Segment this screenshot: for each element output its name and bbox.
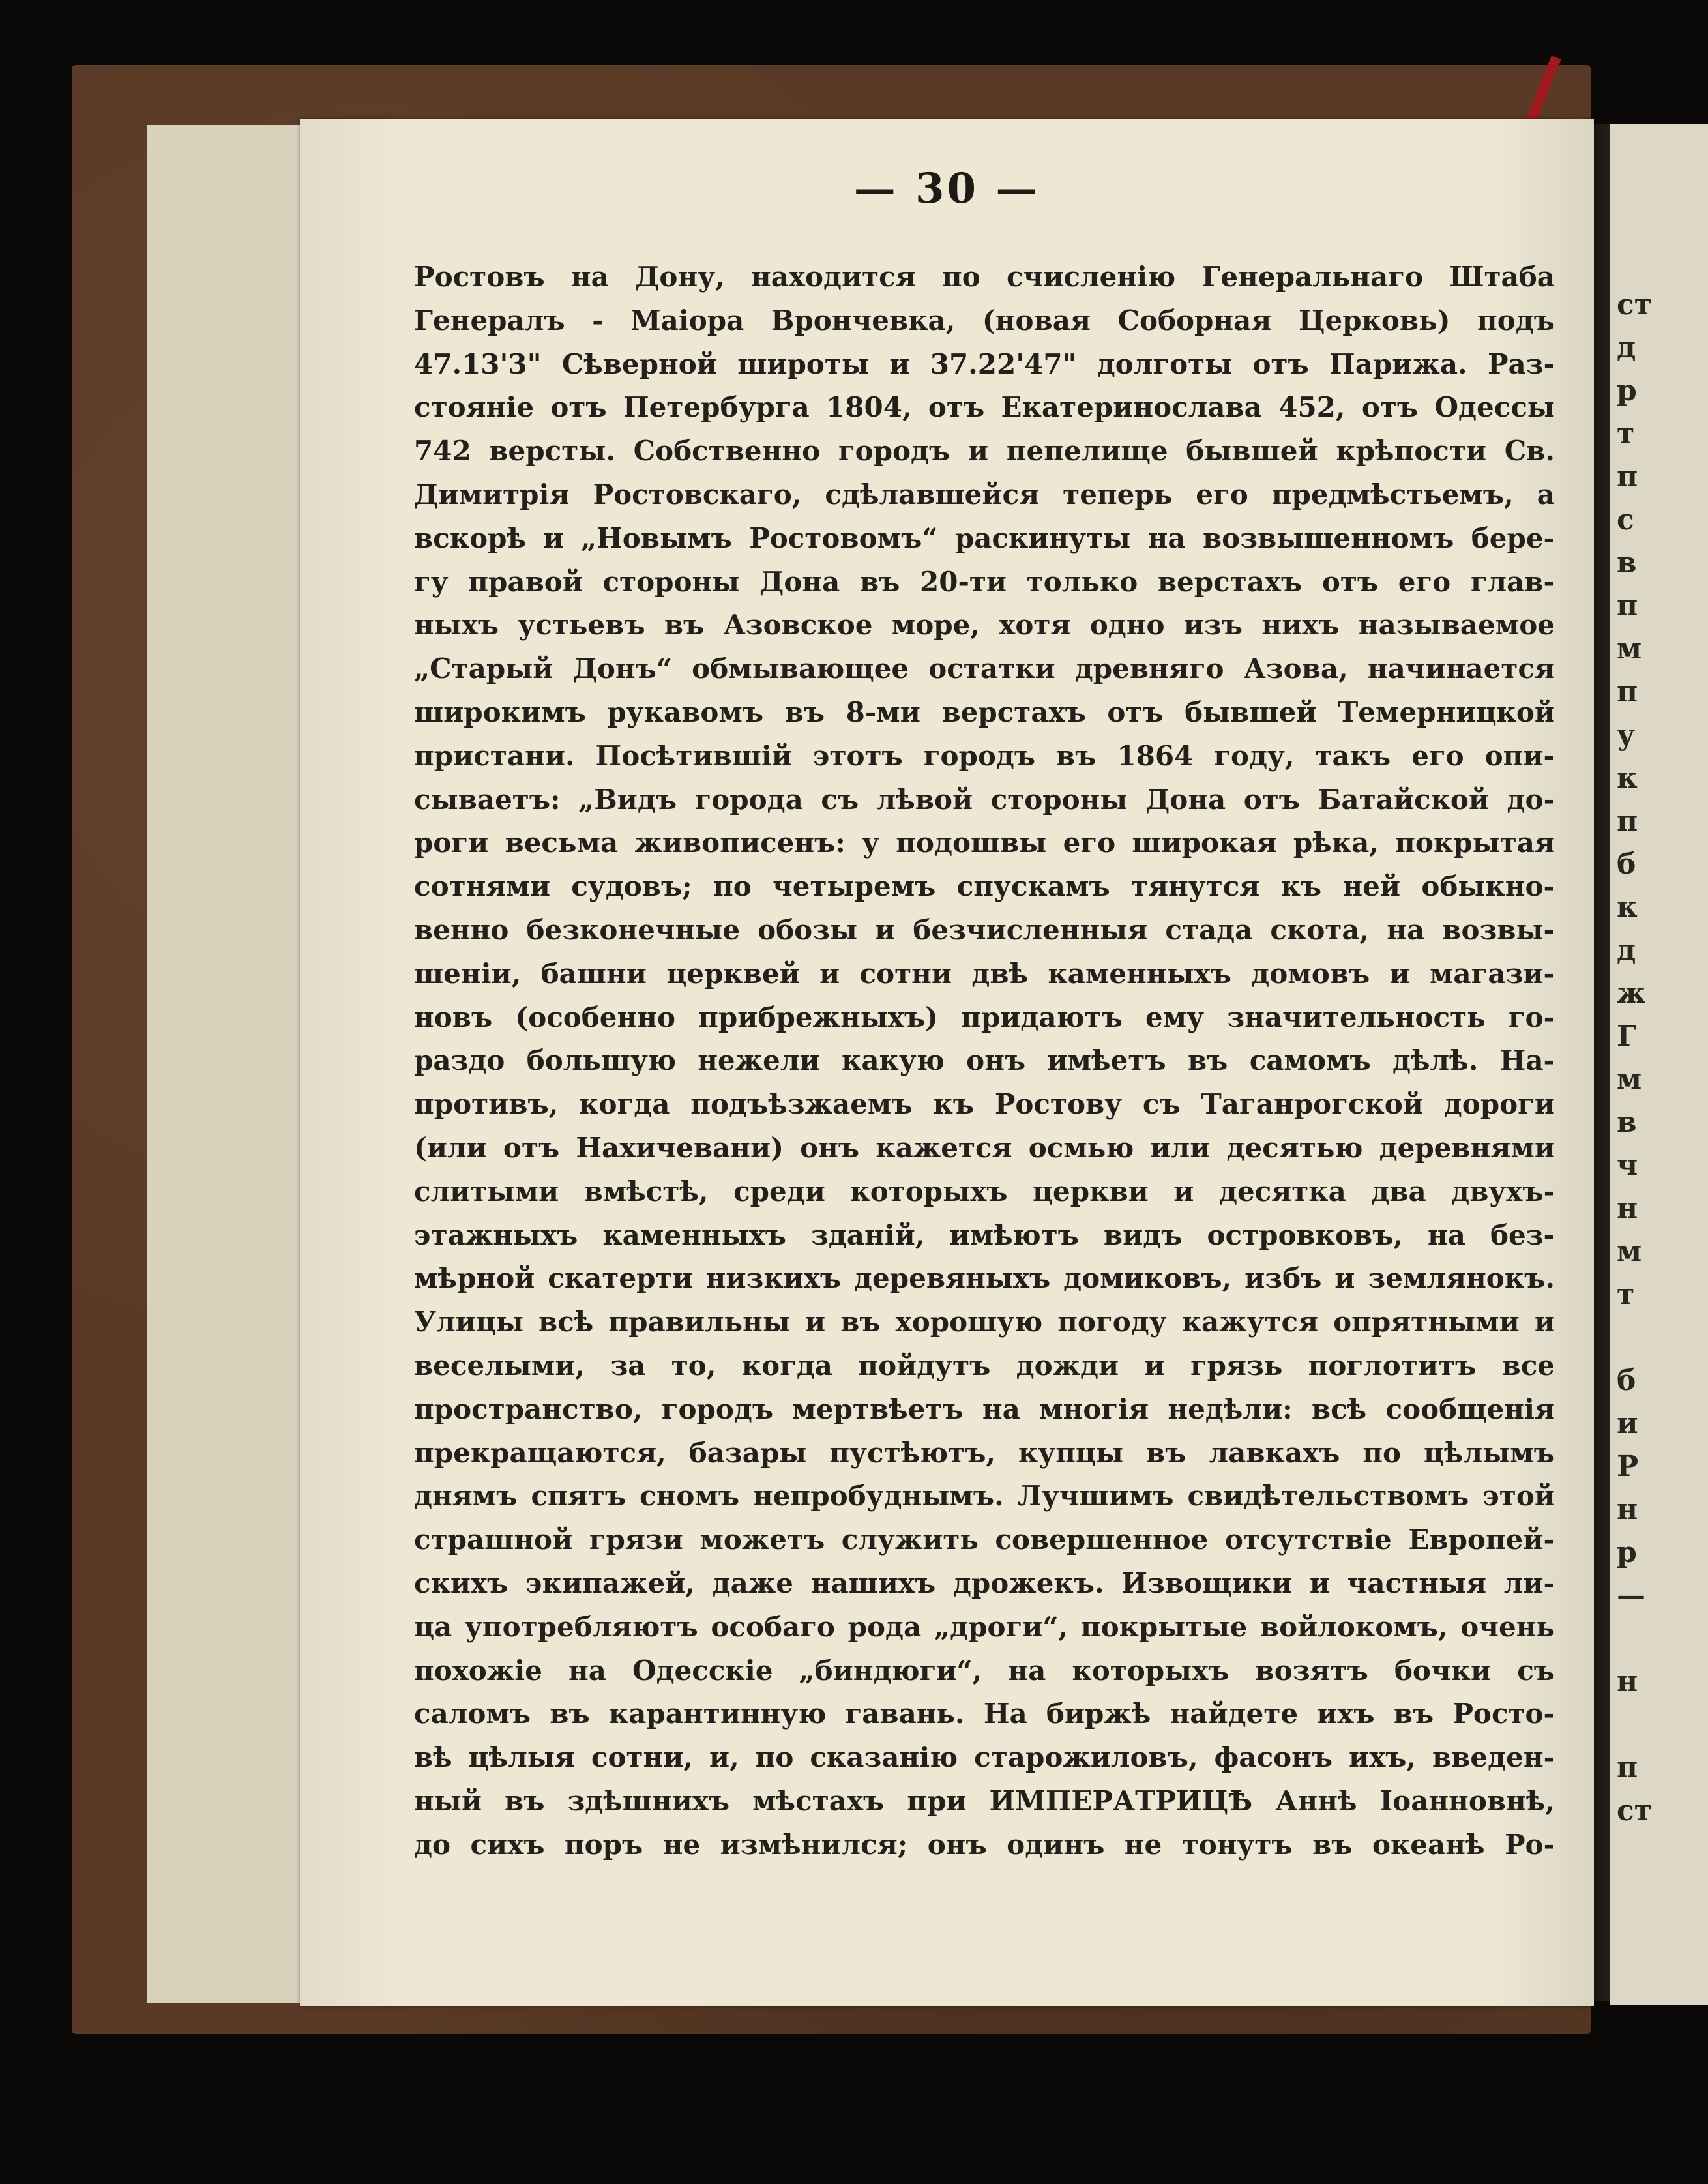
previous-page-edge xyxy=(147,125,303,2003)
text-line: слитыми вмѣстѣ, среди которыхъ церкви и десятка два двухъ- xyxy=(414,1175,1555,1207)
page-text xyxy=(414,256,1555,1867)
text-line: Димитрія Ростовскаго, сдѣлавшейся теперь его предмѣстьемъ, а xyxy=(414,478,1555,510)
next-page-letters: ст д р т п с в п м п у к п б к д ж Г м в ч н м т б и Р н р — н п ст xyxy=(1617,288,1653,1827)
text-line: роги весьма живописенъ: у подошвы его широкая рѣка, покрытая xyxy=(414,827,1555,859)
next-page-edge xyxy=(1610,124,1708,2005)
text-line: „Старый Донъ“ обмывающее остатки древняго Азова, начинается xyxy=(414,653,1555,685)
text-line: гу правой стороны Дона въ 20-ти только верстахъ отъ его глав- xyxy=(414,565,1555,598)
text-line: Улицы всѣ правильны и въ хорошую погоду кажутся опрятными и xyxy=(414,1306,1555,1338)
text-line: новъ (особенно прибрежныхъ) придаютъ ему значительность го- xyxy=(414,1001,1555,1033)
text-line: саломъ въ карантинную гавань. На биржѣ найдете ихъ въ Росто- xyxy=(414,1698,1555,1730)
text-line: (или отъ Нахичевани) онъ кажется осмью или десятью деревнями xyxy=(414,1131,1555,1164)
text-line: стояніе отъ Петербурга 1804, отъ Екатеринослава 452, отъ Одессы xyxy=(414,391,1555,424)
text-line: вѣ цѣлыя сотни, и, по сказанію старожиловъ, фасонъ ихъ, введен- xyxy=(414,1741,1555,1774)
page-number: — 30 — xyxy=(853,164,1040,213)
text-line: широкимъ рукавомъ въ 8-ми верстахъ отъ бывшей Темерницкой xyxy=(414,696,1555,728)
text-line: Генералъ - Маіора Врончевка, (новая Соборная Церковь) подъ xyxy=(414,304,1555,336)
text-line: этажныхъ каменныхъ зданій, имѣютъ видъ островковъ, на без- xyxy=(414,1218,1555,1251)
text-line: прекращаются, базары пустѣютъ, купцы въ лавкахъ по цѣлымъ xyxy=(414,1436,1555,1469)
text-line: венно безконечные обозы и безчисленныя стада скота, на возвы- xyxy=(414,913,1555,946)
text-line: похожіе на Одесскіе „биндюги“, на которыхъ возятъ бочки съ xyxy=(414,1654,1555,1687)
text-line: страшной грязи можетъ служить совершенное отсутствіе Европей- xyxy=(414,1524,1555,1556)
text-line: ныхъ устьевъ въ Азовское море, хотя одно изъ нихъ называемое xyxy=(414,609,1555,642)
text-line: днямъ спятъ сномъ непробуднымъ. Лучшимъ свидѣтельствомъ этой xyxy=(414,1480,1555,1513)
text-line: пространство, городъ мертвѣетъ на многія недѣли: всѣ сообщенія xyxy=(414,1393,1555,1425)
text-line: сываетъ: „Видъ города съ лѣвой стороны Дона отъ Батайской до- xyxy=(414,783,1555,816)
text-line: вскорѣ и „Новымъ Ростовомъ“ раскинуты на возвышенномъ бере- xyxy=(414,522,1555,554)
text-line: Ростовъ на Дону, находится по счисленію Генеральнаго Штаба xyxy=(414,261,1555,293)
text-line: пристани. Посѣтившій этотъ городъ въ 1864 году, такъ его опи- xyxy=(414,739,1555,772)
text-line: мѣрной скатерти низкихъ деревяныхъ домиковъ, избъ и землянокъ. xyxy=(414,1262,1555,1295)
text-line: ный въ здѣшнихъ мѣстахъ при ИМПЕРАТРИЦѢ Аннѣ Іоанновнѣ, xyxy=(414,1784,1555,1817)
text-line: сотнями судовъ; по четыремъ спускамъ тянутся къ ней обыкно- xyxy=(414,870,1555,903)
text-line: 742 версты. Собственно городъ и пепелище бывшей крѣпости Св. xyxy=(414,435,1555,467)
text-line: 47.13'3" Сѣверной широты и 37.22'47" долготы отъ Парижа. Раз- xyxy=(414,347,1555,380)
text-line: противъ, когда подъѣзжаемъ къ Ростову съ Таганрогской дороги xyxy=(414,1088,1555,1121)
text-line: ца употребляютъ особаго рода „дроги“, покрытые войлокомъ, очень xyxy=(414,1610,1555,1643)
text-line: скихъ экипажей, даже нашихъ дрожекъ. Извощики и частныя ли- xyxy=(414,1567,1555,1599)
text-line: веселыми, за то, когда пойдутъ дожди и грязь поглотитъ все xyxy=(414,1349,1555,1381)
text-line: раздо большую нежели какую онъ имѣетъ въ самомъ дѣлѣ. На- xyxy=(414,1044,1555,1077)
text-line: до сихъ поръ не измѣнился; онъ одинъ не тонутъ въ океанѣ Ро- xyxy=(414,1828,1555,1861)
book-page xyxy=(300,119,1594,2006)
text-line: шеніи, башни церквей и сотни двѣ каменныхъ домовъ и магази- xyxy=(414,957,1555,990)
